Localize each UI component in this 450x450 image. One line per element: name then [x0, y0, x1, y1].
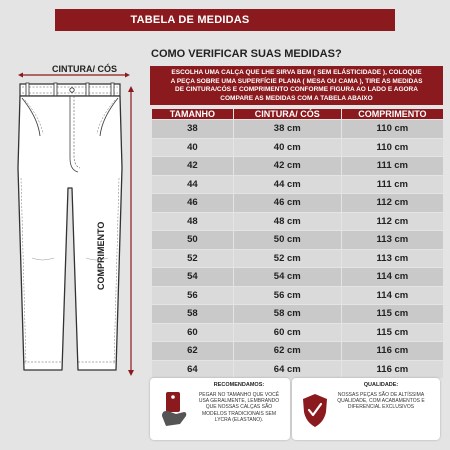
waist-label: CINTURA/ CÓS	[52, 64, 117, 74]
size-cell: 48	[152, 212, 234, 231]
instruction-line: COMPARE AS MEDIDAS COM A TABELA ABAIXO	[220, 94, 373, 102]
size-cell: 58	[152, 305, 234, 324]
table-row	[152, 249, 444, 268]
waist-cell: 64 cm	[233, 360, 341, 379]
length-cell: 113 cm	[341, 231, 443, 250]
title-bar	[55, 9, 395, 31]
size-cell: 50	[152, 231, 234, 250]
table-row	[152, 305, 444, 324]
quality-card	[292, 378, 440, 440]
size-cell: 38	[152, 120, 234, 139]
subtitle: COMO VERIFICAR SUAS MEDIDAS?	[151, 48, 342, 60]
length-arrow-icon	[127, 86, 135, 376]
header-length: COMPRIMENTO	[341, 109, 443, 120]
size-cell: 54	[152, 268, 234, 287]
recommendation-card	[150, 378, 290, 440]
size-cell: 46	[152, 194, 234, 213]
length-cell: 111 cm	[341, 157, 443, 176]
page-title: TABELA DE MEDIDAS	[130, 14, 250, 26]
waist-cell: 40 cm	[233, 138, 341, 157]
table-header-row	[152, 109, 444, 120]
length-cell: 116 cm	[341, 360, 443, 379]
recommendation-title: RECOMENDAMOS:	[213, 382, 265, 388]
instruction-line: ESCOLHA UMA CALÇA QUE LHE SIRVA BEM ( SEM ELÁSTICIDADE ), COLOQUE	[171, 69, 422, 76]
table-row	[152, 286, 444, 305]
length-cell: 114 cm	[341, 286, 443, 305]
pants-illustration-icon	[12, 78, 127, 378]
size-cell: 40	[152, 138, 234, 157]
length-cell: 112 cm	[341, 212, 443, 231]
table-row	[152, 157, 444, 176]
size-cell: 42	[152, 157, 234, 176]
quality-shield-icon	[300, 390, 330, 430]
size-cell: 44	[152, 175, 234, 194]
length-cell: 113 cm	[341, 249, 443, 268]
waist-cell: 60 cm	[233, 323, 341, 342]
quality-title: QUALIDADE:	[363, 382, 399, 388]
table-row	[152, 138, 444, 157]
waist-cell: 56 cm	[233, 286, 341, 305]
header-size: TAMANHO	[152, 109, 234, 120]
table-row	[152, 323, 444, 342]
size-cell: 64	[152, 360, 234, 379]
instructions-box	[150, 66, 443, 105]
size-cell: 52	[152, 249, 234, 268]
length-cell: 116 cm	[341, 342, 443, 361]
waist-cell: 62 cm	[233, 342, 341, 361]
waist-cell: 42 cm	[233, 157, 341, 176]
length-cell: 114 cm	[341, 268, 443, 287]
waist-cell: 52 cm	[233, 249, 341, 268]
size-cell: 60	[152, 323, 234, 342]
waist-cell: 58 cm	[233, 305, 341, 324]
quality-text: NOSSAS PEÇAS SÃO DE ALTÍSSIMA QUALIDADE, COM ACABAMENTOS E DIFERENCIAL EXCLUSIVOS	[337, 392, 425, 411]
waist-cell: 46 cm	[233, 194, 341, 213]
length-cell: 111 cm	[341, 175, 443, 194]
length-cell: 115 cm	[341, 323, 443, 342]
table-row	[152, 360, 444, 379]
table-row	[152, 175, 444, 194]
header-waist: CINTURA/ CÓS	[233, 109, 341, 120]
waist-cell: 48 cm	[233, 212, 341, 231]
length-label: COMPRIMENTO	[96, 221, 106, 290]
length-cell: 115 cm	[341, 305, 443, 324]
instruction-line: A PEÇA SOBRE UMA SUPERFÍCIE PLANA ( MESA OU CAMA ), TIRE AS MEDIDAS	[170, 77, 423, 85]
instruction-line: DE CINTURA/CÓS E COMPRIMENTO CONFORME FIGURA AO LADO E AGORA	[175, 86, 418, 94]
size-cell: 56	[152, 286, 234, 305]
length-cell: 112 cm	[341, 194, 443, 213]
table-row	[152, 268, 444, 287]
table-row	[152, 342, 444, 361]
table-row	[152, 120, 444, 139]
waist-cell: 38 cm	[233, 120, 341, 139]
size-table	[151, 108, 444, 379]
size-cell: 62	[152, 342, 234, 361]
waist-cell: 50 cm	[233, 231, 341, 250]
length-cell: 110 cm	[341, 120, 443, 139]
length-cell: 110 cm	[341, 138, 443, 157]
table-row	[152, 212, 444, 231]
waist-cell: 44 cm	[233, 175, 341, 194]
hand-tag-icon	[158, 390, 188, 430]
table-row	[152, 194, 444, 213]
waist-cell: 54 cm	[233, 268, 341, 287]
recommendation-text: PEGAR NO TAMANHO QUE VOCÊ USA GERALMENTE, LEMBRANDO QUE NOSSAS CALÇAS SÃO MODELOS TRADICIONAIS SEM LYCRA (ELASTANO).	[198, 392, 280, 423]
table-row	[152, 231, 444, 250]
